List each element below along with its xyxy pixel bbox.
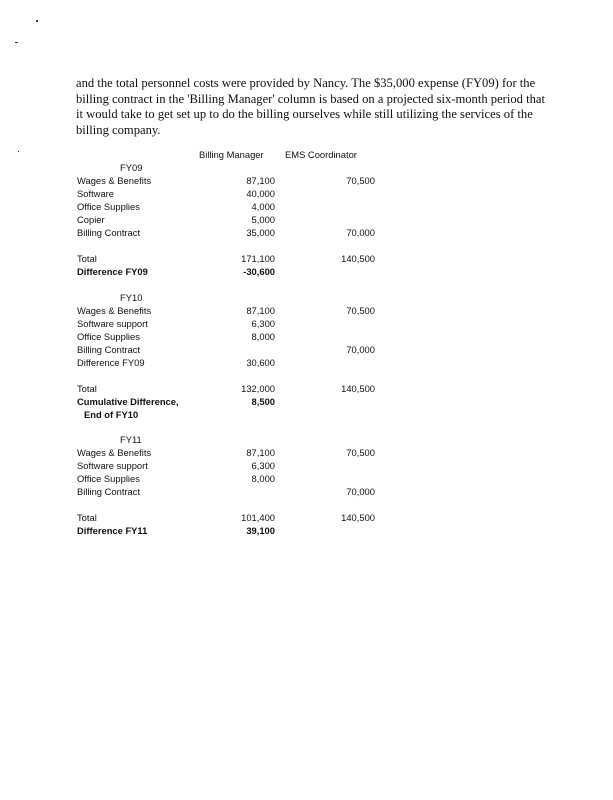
ems-coordinator-value: 70,000 bbox=[346, 227, 375, 238]
billing-manager-value: 8,000 bbox=[251, 473, 275, 484]
billing-manager-value: 35,000 bbox=[246, 227, 275, 238]
table-row bbox=[0, 226, 613, 239]
row-label: Office Supplies bbox=[77, 473, 140, 484]
table-row bbox=[0, 330, 613, 343]
row-label: Difference FY09 bbox=[77, 357, 145, 368]
table-row bbox=[0, 472, 613, 485]
table-row bbox=[0, 187, 613, 200]
billing-manager-difference: -30,600 bbox=[243, 266, 275, 277]
body-paragraph: and the total personnel costs were provided by Nancy. The $35,000 expense (FY09) for the billing contract in the 'Billing Manager' column is based on a projected six-month period that it would take to get set up to do the billing ourselves while still utilizing the services of the billing company. bbox=[76, 76, 546, 137]
billing-manager-value: 87,100 bbox=[246, 175, 275, 186]
billing-manager-value: 87,100 bbox=[246, 305, 275, 316]
section-title-fy10 bbox=[0, 291, 613, 304]
ems-coordinator-total: 140,500 bbox=[341, 253, 375, 264]
billing-manager-value: 4,000 bbox=[251, 201, 275, 212]
row-label: Billing Contract bbox=[77, 486, 141, 497]
row-label: End of FY10 bbox=[84, 409, 139, 420]
row-label: Total bbox=[77, 253, 97, 264]
difference-row bbox=[0, 265, 613, 278]
billing-manager-value: 6,300 bbox=[251, 318, 275, 329]
row-label: Cumulative Difference, bbox=[77, 396, 179, 407]
row-label: Software bbox=[77, 188, 114, 199]
row-label: Office Supplies bbox=[77, 331, 140, 342]
table-header-row bbox=[0, 148, 613, 161]
billing-manager-total: 171,100 bbox=[241, 253, 275, 264]
table-row bbox=[0, 356, 613, 369]
table-row bbox=[0, 343, 613, 356]
billing-manager-total: 132,000 bbox=[241, 383, 275, 394]
cumulative-difference-row-cont bbox=[0, 408, 613, 421]
total-row bbox=[0, 252, 613, 265]
ems-coordinator-value: 70,000 bbox=[346, 344, 375, 355]
ems-coordinator-value: 70,000 bbox=[346, 486, 375, 497]
table-row bbox=[0, 485, 613, 498]
billing-manager-value: 6,300 bbox=[251, 460, 275, 471]
ems-coordinator-value: 70,500 bbox=[346, 447, 375, 458]
column-header-billing-manager: Billing Manager bbox=[199, 149, 264, 160]
table-row bbox=[0, 174, 613, 187]
billing-manager-total: 101,400 bbox=[241, 512, 275, 523]
row-label: Wages & Benefits bbox=[77, 447, 152, 458]
column-header-ems-coordinator: EMS Coordinator bbox=[285, 149, 357, 160]
table-row bbox=[0, 200, 613, 213]
row-label: Wages & Benefits bbox=[77, 175, 152, 186]
row-label: Billing Contract bbox=[77, 344, 141, 355]
billing-manager-value: 87,100 bbox=[246, 447, 275, 458]
section-title-fy09 bbox=[0, 161, 613, 174]
cumulative-difference-row bbox=[0, 395, 613, 408]
row-label: Total bbox=[77, 512, 97, 523]
ems-coordinator-value: 70,500 bbox=[346, 305, 375, 316]
table-row bbox=[0, 304, 613, 317]
row-label: Wages & Benefits bbox=[77, 305, 152, 316]
table-row bbox=[0, 317, 613, 330]
total-row bbox=[0, 382, 613, 395]
billing-manager-cumulative: 8,500 bbox=[251, 396, 275, 407]
row-label: Software support bbox=[77, 460, 148, 471]
section-title-fy11 bbox=[0, 433, 613, 446]
row-label: Difference FY11 bbox=[77, 525, 148, 536]
table-row bbox=[0, 446, 613, 459]
row-label: Total bbox=[77, 383, 97, 394]
billing-manager-value: 5,000 bbox=[251, 214, 275, 225]
billing-manager-value: 8,000 bbox=[251, 331, 275, 342]
section-title: FY09 bbox=[120, 162, 143, 173]
row-label: Office Supplies bbox=[77, 201, 140, 212]
billing-manager-difference: 39,100 bbox=[246, 525, 275, 536]
billing-manager-value: 40,000 bbox=[246, 188, 275, 199]
section-title: FY11 bbox=[120, 434, 142, 445]
ems-coordinator-total: 140,500 bbox=[341, 383, 375, 394]
total-row bbox=[0, 511, 613, 524]
table-row bbox=[0, 213, 613, 226]
section-title: FY10 bbox=[120, 292, 143, 303]
ems-coordinator-value: 70,500 bbox=[346, 175, 375, 186]
row-label: Copier bbox=[77, 214, 105, 225]
row-label: Software support bbox=[77, 318, 148, 329]
ems-coordinator-total: 140,500 bbox=[341, 512, 375, 523]
difference-row bbox=[0, 524, 613, 537]
row-label: Difference FY09 bbox=[77, 266, 148, 277]
row-label: Billing Contract bbox=[77, 227, 141, 238]
billing-manager-value: 30,600 bbox=[246, 357, 275, 368]
table-row bbox=[0, 459, 613, 472]
